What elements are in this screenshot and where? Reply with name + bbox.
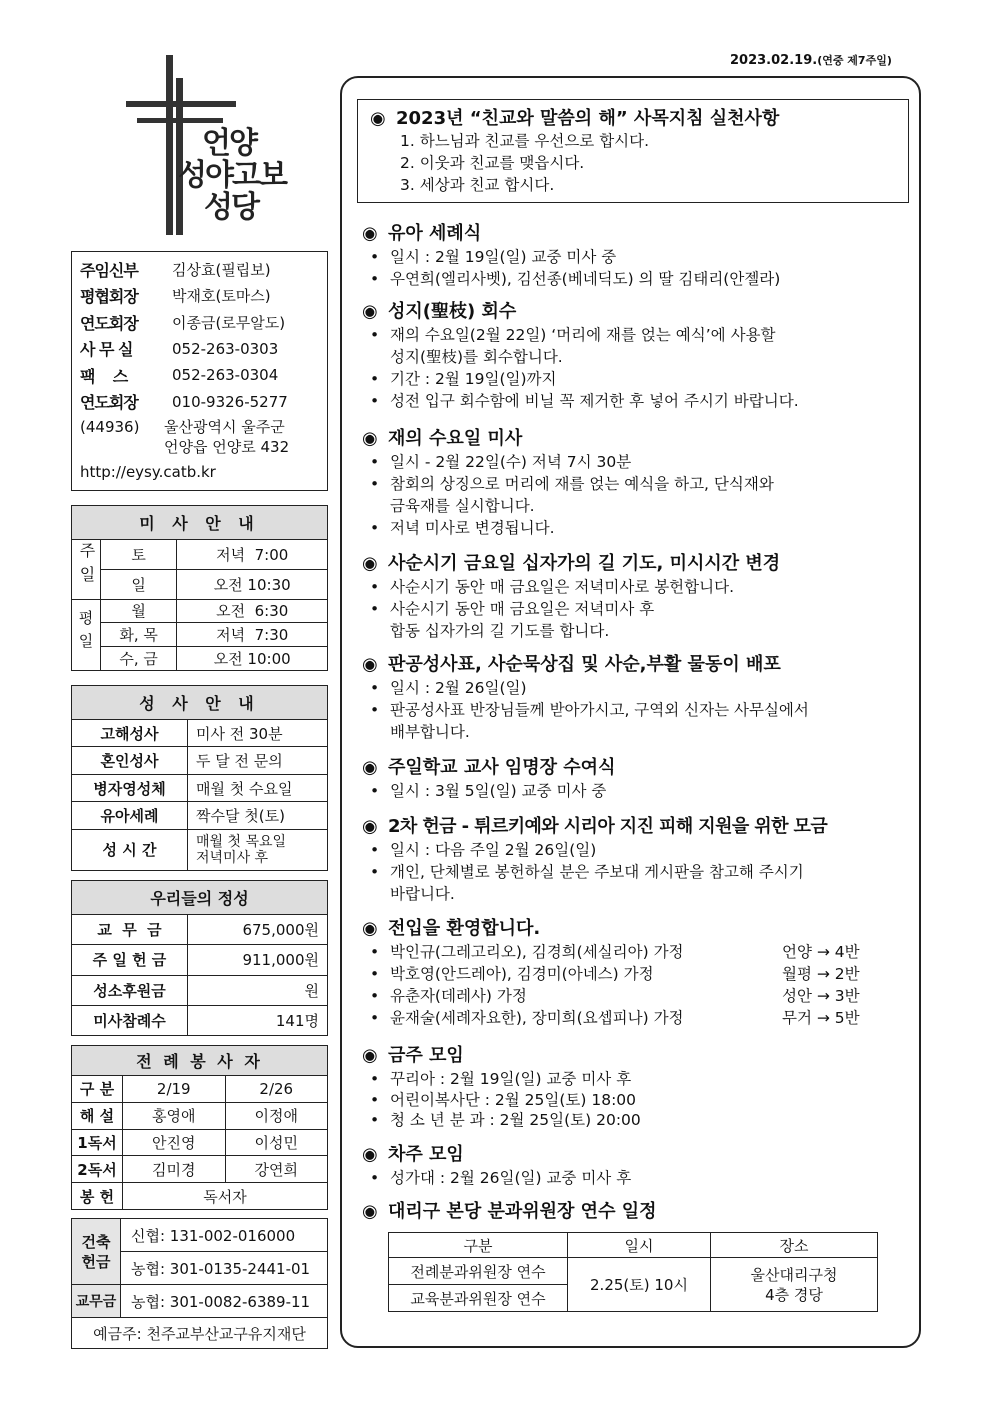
list-item: 청 소 년 분 과 : 2월 25일(토) 20:00 <box>390 1111 641 1129</box>
section-second-collection: ◉ 2차 헌금 - 튀르키예와 시리아 지진 피해 지원을 위한 모금 • 일시 : 다음 주일 2월 26일(일) • 개인, 단체별로 봉헌하실 분은 주보대 게시판을 참고해 주시기 바랍니다. <box>362 815 912 905</box>
section-title: 재의 수요일 미사 <box>388 428 523 449</box>
section-ash-wednesday: ◉ 재의 수요일 미사 • 일시 - 2월 22일(수) 저녁 7시 30분 • 참회의 상징으로 머리에 재를 얹는 예식을 하고, 단식재와 금육재를 실시합니다. • 저녁 미사로 변경됩니다. <box>362 427 912 539</box>
table-head: 장소 <box>711 1233 878 1258</box>
info-key: 팩 스 <box>80 366 128 386</box>
list-item: 일시 : 2월 26일(일) <box>390 679 527 697</box>
issue-date: 2023.02.19.(연중 제7주일) <box>730 53 892 68</box>
sacrament-value: 두 달 전 문의 <box>188 747 328 774</box>
list-item-cont: 성지(聖枝)를 회수합니다. <box>390 348 563 366</box>
list-item: 참회의 상징으로 머리에 재를 얹는 예식을 하고, 단식재와 <box>390 475 774 493</box>
liturgy-person: 홍영애 <box>123 1102 226 1129</box>
list-item: • 유춘자(데레사) 가정 성안 → 3반 <box>370 987 860 1005</box>
offering-title: 우리들의 정성 <box>72 881 328 915</box>
sacrament-title: 성 사 안 내 <box>72 686 328 720</box>
liturgy-head: 2/19 <box>123 1076 226 1103</box>
list-item: 꾸리아 : 2월 19일(일) 교중 미사 후 <box>390 1070 632 1088</box>
list-item: 기간 : 2월 19일(일)까지 <box>390 370 557 388</box>
dues-label: 교무금 <box>72 1285 121 1318</box>
section-distribution: ◉ 판공성사표, 사순묵상집 및 사순,부활 물동이 배포 • 일시 : 2월 26일(일) • 판공성사표 반장님들께 받아가시고, 구역외 신자는 사무실에서 배부합니다. <box>362 653 912 743</box>
section-title: 금주 모임 <box>388 1045 464 1066</box>
section-title: 성지(聖枝) 회수 <box>388 301 517 322</box>
list-item: 일시 : 다음 주일 2월 26일(일) <box>390 841 597 859</box>
section-title: 2차 헌금 - 튀르키예와 시리아 지진 피해 지원을 위한 모금 <box>388 816 828 837</box>
sacrament-value: 짝수달 첫(토) <box>188 802 328 829</box>
info-value: 052-263-0303 <box>172 339 279 358</box>
pastoral-guidelines: ◉ 2023년 “친교와 말씀의 해” 사목지침 실천사항 1. 하느님과 친교를 우선으로 합시다. 2. 이웃과 친교를 맺읍시다. 3. 세상과 친교 합시다. <box>357 99 909 203</box>
list-item: 일시 : 2월 19일(일) 교중 미사 중 <box>390 248 617 266</box>
offering-key: 성소후원금 <box>72 975 188 1005</box>
building-fund-label: 건축 헌금 <box>72 1219 121 1285</box>
liturgy-person: 안진영 <box>123 1129 226 1156</box>
list-item: 우연희(엘리사벳), 김선종(베네딕도) 의 딸 김태리(안젤라) <box>390 270 781 288</box>
section-title: 사순시기 금요일 십자가의 길 기도, 미시시간 변경 <box>388 553 781 574</box>
section-next-week: ◉ 차주 모임 • 성가대 : 2월 26일(일) 교중 미사 후 <box>362 1144 632 1187</box>
info-value: 010-9326-5277 <box>172 392 288 411</box>
section-lent-friday: ◉ 사순시기 금요일 십자가의 길 기도, 미시시간 변경 • 사순시기 동안 매 금요일은 저녁미사로 봉헌합니다. • 사순시기 동안 매 금요일은 저녁미사 후 합동 십자가의 길 기도를 합니다. <box>362 552 912 642</box>
list-item: 저녁 미사로 변경됩니다. <box>390 519 555 537</box>
address: (44936) 울산광역시 울주군 언양읍 언양로 432 <box>80 418 290 456</box>
list-item: 판공성사표 반장님들께 받아가시고, 구역외 신자는 사무실에서 <box>390 701 809 719</box>
account-holder: 예금주: 천주교부산교구유지재단 <box>72 1318 328 1349</box>
offering-key: 미사참례수 <box>72 1005 188 1035</box>
bank-accounts <box>71 1218 328 1349</box>
liturgy-head: 2/26 <box>225 1076 328 1103</box>
offering-table <box>71 880 328 1036</box>
parish-info <box>71 251 328 491</box>
info-value: 박재호(토마스) <box>172 287 271 306</box>
sacrament-key: 병자영성체 <box>72 774 188 801</box>
list-item-cont: 배부합니다. <box>390 723 470 741</box>
parish-name: 언양 성야고보 성당 <box>178 126 286 225</box>
account-number: 농협: 301-0135-2441-01 <box>121 1252 328 1285</box>
list-item-cont: 합동 십자가의 길 기도를 합니다. <box>390 622 610 640</box>
section-palm-collection: ◉ 성지(聖枝) 회수 • 재의 수요일(2월 22일) ‘머리에 재를 얹는 예식’에 사용할 성지(聖枝)를 회수합니다. • 기간 : 2월 19일(일)까지 • 성전 입구 회수함에 비닐 꼭 제거한 후 넣어 주시기 바랍니다. <box>362 300 912 412</box>
list-item: 1. 하느님과 친교를 우선으로 합시다. <box>400 132 650 150</box>
mass-day: 일 <box>101 569 177 599</box>
sacrament-key: 성 시 간 <box>72 829 188 870</box>
table-cell: 교육분과위원장 연수 <box>389 1285 568 1312</box>
info-key: 연도회장 <box>80 393 138 413</box>
list-item: • 박호영(안드레아), 김경미(아네스) 가정 월평 → 2반 <box>370 965 860 983</box>
mass-schedule <box>71 505 328 671</box>
list-item-cont: 바랍니다. <box>390 885 455 903</box>
list-item: 성전 입구 회수함에 비닐 꼭 제거한 후 넣어 주시기 바랍니다. <box>390 392 799 410</box>
section-title: 차주 모임 <box>388 1144 464 1165</box>
liturgy-role: 2독서 <box>72 1156 123 1183</box>
list-item: 개인, 단체별로 봉헌하실 분은 주보대 게시판을 참고해 주시기 <box>390 863 804 881</box>
section-teacher-appointment: ◉ 주일학교 교사 임명장 수여식 • 일시 : 3월 5일(일) 교중 미사 중 <box>362 757 616 800</box>
info-value: 이종금(로무알도) <box>172 313 286 332</box>
section-title: 판공성사표, 사순묵상집 및 사순,부활 물동이 배포 <box>388 654 781 675</box>
sacrament-value: 매월 첫 목요일 저녁미사 후 <box>188 829 328 870</box>
section-title: 주일학교 교사 임명장 수여식 <box>388 757 616 778</box>
offering-key: 교 무 금 <box>72 915 188 945</box>
pastoral-title: 2023년 “친교와 말씀의 해” 사목지침 실천사항 <box>396 108 780 129</box>
sunday-label: 주일 <box>72 540 101 600</box>
mass-time: 오전 10:00 <box>177 647 328 671</box>
offering-value: 원 <box>188 975 328 1005</box>
mass-time: 오전 6:30 <box>177 599 328 623</box>
liturgy-role: 1독서 <box>72 1129 123 1156</box>
table-cell: 울산대리구청 4층 경당 <box>711 1258 878 1312</box>
mass-title: 미 사 안 내 <box>72 506 328 540</box>
list-item: 3. 세상과 친교 합시다. <box>400 176 555 194</box>
list-item-cont: 금육재를 실시합니다. <box>390 497 535 515</box>
sacrament-value: 매월 첫 수요일 <box>188 774 328 801</box>
cross-icon <box>166 55 173 235</box>
list-item: 2. 이웃과 친교를 맺읍시다. <box>400 154 585 172</box>
section-this-week: ◉ 금주 모임 • 꾸리아 : 2월 19일(일) 교중 미사 후 • 어린이복사단 : 2월 25일(토) 18:00 • 청 소 년 분 과 : 2월 25일(토) 20:00 <box>362 1045 641 1129</box>
mass-time: 저녁 7:30 <box>177 623 328 647</box>
offering-key: 주 일 헌 금 <box>72 945 188 975</box>
homepage-link[interactable]: http://eysy.catb.kr <box>80 463 216 481</box>
cross-bar <box>126 101 236 107</box>
mass-day: 화, 목 <box>101 623 177 647</box>
table-cell: 2.25(토) 10시 <box>568 1258 711 1312</box>
list-item: 사순시기 동안 매 금요일은 저녁미사로 봉헌합니다. <box>390 578 734 596</box>
info-value: 052-263-0304 <box>172 366 279 385</box>
info-key: 사 무 실 <box>80 340 133 360</box>
info-key: 주임신부 <box>80 260 138 280</box>
sacrament-value: 미사 전 30분 <box>188 720 328 747</box>
liturgy-role: 봉 헌 <box>72 1183 123 1210</box>
mass-day: 월 <box>101 599 177 623</box>
info-value: 김상효(필립보) <box>172 260 271 279</box>
liturgy-person: 이성민 <box>225 1129 328 1156</box>
liturgy-person: 독서자 <box>123 1183 328 1210</box>
account-number: 신협: 131-002-016000 <box>121 1219 328 1252</box>
list-item: 일시 : 3월 5일(일) 교중 미사 중 <box>390 782 607 800</box>
list-item: • 윤재술(세례자요한), 장미희(요셉피나) 가정 무거 → 5반 <box>370 1009 860 1027</box>
liturgy-person: 강연희 <box>225 1156 328 1183</box>
sacrament-guide <box>71 685 328 871</box>
info-key: 평협회장 <box>80 287 138 307</box>
section-training-schedule: ◉ 대리구 본당 분과위원장 연수 일정 <box>362 1201 657 1222</box>
info-key: 연도회장 <box>80 313 138 333</box>
liturgy-volunteers <box>71 1045 328 1210</box>
list-item: 사순시기 동안 매 금요일은 저녁미사 후 <box>390 600 655 618</box>
cross-bar-shadow <box>137 118 223 123</box>
list-item: 재의 수요일(2월 22일) ‘머리에 재를 얹는 예식’에 사용할 <box>390 326 776 344</box>
mass-day: 토 <box>101 540 177 570</box>
section-title: 대리구 본당 분과위원장 연수 일정 <box>388 1201 657 1222</box>
section-infant-baptism: ◉ 유아 세례식 • 일시 : 2월 19일(일) 교중 미사 중 • 우연희(엘리사벳), 김선종(베네딕도) 의 딸 김태리(안젤라) <box>362 223 781 288</box>
account-number: 농협: 301-0082-6389-11 <box>121 1285 328 1318</box>
training-table <box>388 1232 878 1311</box>
mass-day: 수, 금 <box>101 647 177 671</box>
offering-value: 141명 <box>188 1005 328 1035</box>
sacrament-key: 고해성사 <box>72 720 188 747</box>
offering-value: 911,000원 <box>188 945 328 975</box>
sacrament-key: 혼인성사 <box>72 747 188 774</box>
list-item: 성가대 : 2월 26일(일) 교중 미사 후 <box>390 1169 632 1187</box>
sacrament-key: 유아세례 <box>72 802 188 829</box>
liturgy-title: 전 례 봉 사 자 <box>72 1046 328 1076</box>
table-cell: 전례분과위원장 연수 <box>389 1258 568 1285</box>
liturgy-role: 해 설 <box>72 1102 123 1129</box>
section-title: 전입을 환영합니다. <box>388 918 541 939</box>
list-item: 일시 - 2월 22일(수) 저녁 7시 30분 <box>390 453 632 471</box>
table-head: 일시 <box>568 1233 711 1258</box>
mass-time: 오전 10:30 <box>177 569 328 599</box>
mass-time: 저녁 7:00 <box>177 540 328 570</box>
table-head: 구분 <box>389 1233 568 1258</box>
liturgy-person: 이정애 <box>225 1102 328 1129</box>
liturgy-person: 김미경 <box>123 1156 226 1183</box>
liturgy-head: 구 분 <box>72 1076 123 1103</box>
list-item: • 박인규(그레고리오), 김경희(세실리아) 가정 언양 → 4반 <box>370 943 860 961</box>
offering-value: 675,000원 <box>188 915 328 945</box>
weekday-label: 평일 <box>72 599 101 670</box>
section-welcome: ◉ 전입을 환영합니다. • 박인규(그레고리오), 김경희(세실리아) 가정 언양 → 4반 • 박호영(안드레아), 김경미(아네스) 가정 월평 → 2반 • 유춘자(데레사) 가정 성안 → 3반 • 윤재술(세례자요한), 장미희(요셉피나) 가정 무거 → 5반 <box>362 917 912 1029</box>
list-item: 어린이복사단 : 2월 25일(토) 18:00 <box>390 1091 637 1109</box>
section-title: 유아 세례식 <box>388 223 482 244</box>
